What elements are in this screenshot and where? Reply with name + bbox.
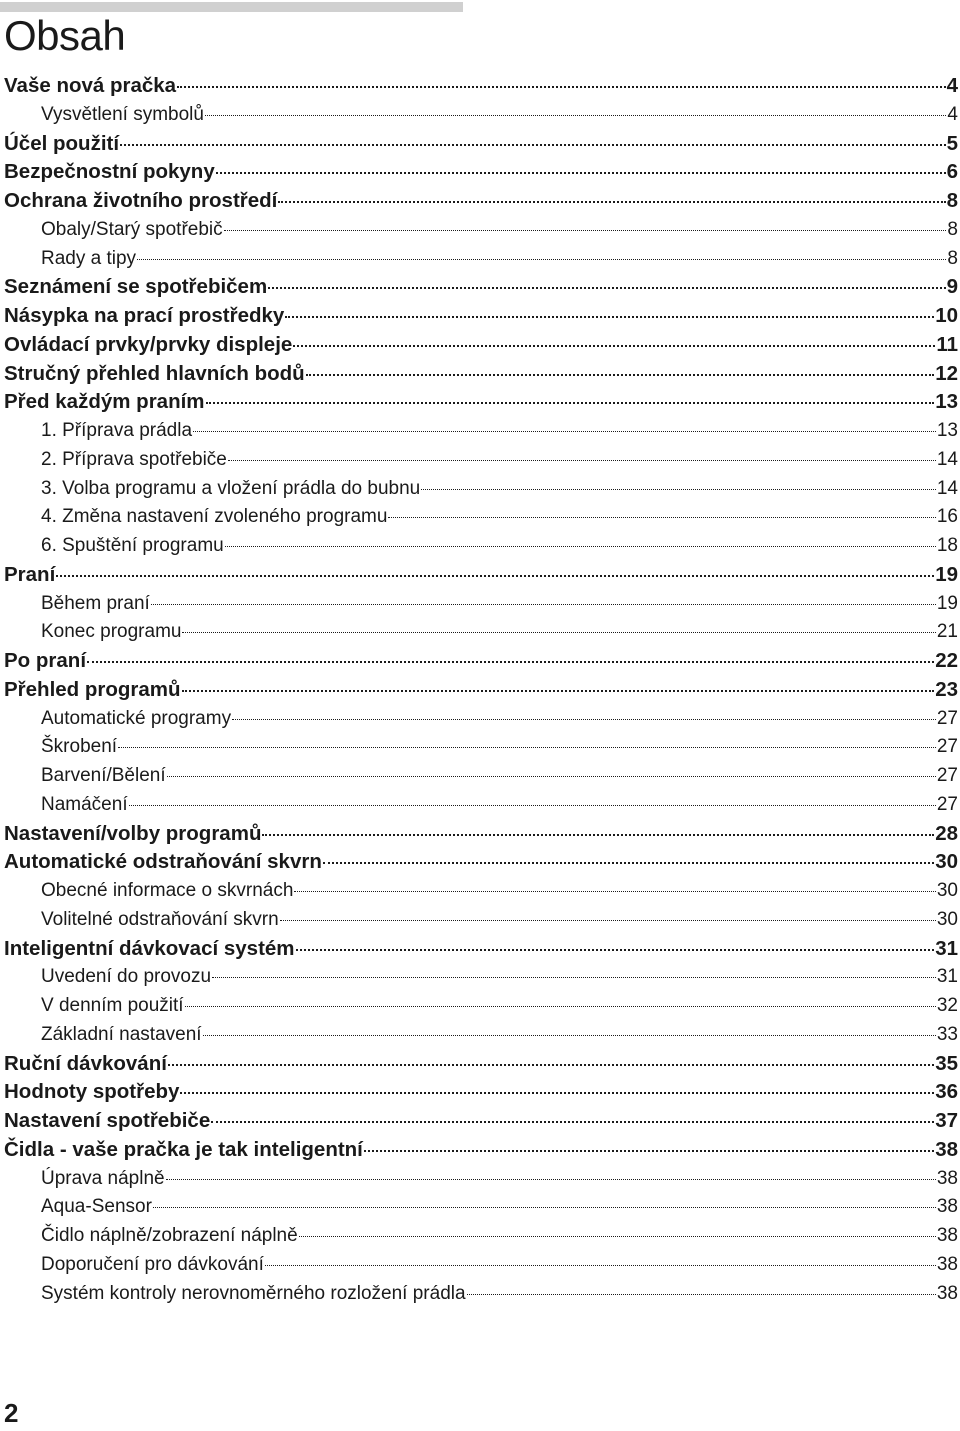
dot-leader xyxy=(118,747,936,748)
dot-leader xyxy=(306,374,934,376)
dot-leader xyxy=(206,402,935,404)
toc-chapter-entry[interactable] xyxy=(4,676,958,705)
dot-leader xyxy=(265,1265,936,1266)
dot-leader xyxy=(225,546,936,547)
toc-entry-label: Obecné informace o skvrnách xyxy=(41,880,294,901)
page-title: Obsah xyxy=(4,12,126,59)
toc-chapter-entry[interactable] xyxy=(4,935,958,964)
toc-chapter-entry[interactable] xyxy=(4,187,958,216)
toc-entry-label: Barvení/Bělení xyxy=(41,765,166,786)
toc-section-entry[interactable] xyxy=(4,1280,958,1309)
toc-entry-label: Čidla - vaše pračka je tak inteligentní xyxy=(4,1137,363,1161)
toc-entry-label: Základní nastavení xyxy=(41,1023,202,1045)
dot-leader xyxy=(185,1006,936,1007)
toc-entry-page: 5 xyxy=(946,131,958,155)
toc-entry-page: 38 xyxy=(936,1282,958,1304)
dot-leader xyxy=(285,316,934,318)
dot-leader xyxy=(211,1121,934,1123)
toc-entry-label: Uvedení do provozu xyxy=(41,966,212,988)
toc-entry-page: 27 xyxy=(936,793,958,815)
toc-entry-page: 37 xyxy=(935,1109,958,1132)
dot-leader xyxy=(137,259,946,260)
toc-entry-page: 8 xyxy=(947,247,958,269)
toc-chapter-entry[interactable] xyxy=(4,388,958,417)
toc-entry-label: Stručný přehled hlavních bodů xyxy=(4,361,305,385)
toc-entry-label: Volitelné odstraňování skvrn xyxy=(41,908,279,930)
dot-leader xyxy=(153,1207,936,1208)
toc-chapter-entry[interactable] xyxy=(4,273,958,302)
toc-entry-page: 11 xyxy=(936,332,958,356)
toc-chapter-entry[interactable] xyxy=(4,1107,958,1136)
toc-section-entry[interactable] xyxy=(4,1222,958,1251)
dot-leader xyxy=(177,86,946,88)
dot-leader xyxy=(294,891,935,892)
dot-leader xyxy=(293,345,935,347)
header-rule xyxy=(0,2,463,12)
toc-entry-page: 8 xyxy=(947,218,958,240)
toc-entry-label: Hodnoty spotřeby xyxy=(4,1080,180,1104)
dot-leader xyxy=(232,719,936,720)
toc-entry-label: Inteligentní dávkovací systém xyxy=(4,936,295,960)
toc-entry-label: Automatické programy xyxy=(41,707,232,729)
dot-leader xyxy=(364,1150,934,1152)
toc-entry-label: Vaše nová pračka xyxy=(4,74,177,97)
toc-entry-label: Nastavení spotřebiče xyxy=(4,1109,211,1132)
toc-entry-label: Úprava náplně xyxy=(41,1167,165,1189)
toc-entry-page: 4 xyxy=(946,74,958,97)
toc-entry-label: Doporučení pro dávkování xyxy=(41,1253,264,1275)
toc-chapter-entry[interactable] xyxy=(4,360,958,389)
dot-leader xyxy=(205,115,946,116)
toc-section-entry[interactable] xyxy=(4,762,958,791)
toc-entry-page: 23 xyxy=(935,677,958,701)
toc-entry-page: 10 xyxy=(935,304,958,327)
toc-chapter-entry[interactable] xyxy=(4,1078,958,1107)
toc-entry-label: Ochrana životního prostředí xyxy=(4,189,278,212)
toc-entry-page: 31 xyxy=(935,936,958,960)
toc-entry-label: Namáčení xyxy=(41,793,128,815)
toc-entry-page: 14 xyxy=(936,448,958,470)
toc-entry-label: Před každým praním xyxy=(4,390,205,414)
toc-section-entry[interactable] xyxy=(4,906,958,935)
toc-entry-page: 18 xyxy=(936,535,958,556)
toc-chapter-entry[interactable] xyxy=(4,848,958,877)
toc-section-entry[interactable] xyxy=(4,417,958,446)
toc-chapter-entry[interactable] xyxy=(4,1136,958,1165)
toc-entry-label: Automatické odstraňování skvrn xyxy=(4,850,322,874)
toc-entry-page: 32 xyxy=(936,995,958,1016)
toc-chapter-entry[interactable] xyxy=(4,331,958,360)
toc-section-entry[interactable] xyxy=(4,1021,958,1050)
toc-entry-label: Obaly/Starý spotřebič xyxy=(41,218,223,240)
toc-section-entry[interactable] xyxy=(4,705,958,734)
toc-chapter-entry[interactable] xyxy=(4,1050,958,1079)
dot-leader xyxy=(388,517,935,518)
dot-leader xyxy=(262,834,934,836)
toc-entry-label: 2. Příprava spotřebiče xyxy=(41,448,227,470)
dot-leader xyxy=(278,201,945,203)
toc-entry-page: 38 xyxy=(936,1196,958,1218)
toc-entry-label: 4. Změna nastavení zvoleného programu xyxy=(41,506,388,528)
toc-entry-label: Ovládací prvky/prvky displeje xyxy=(4,332,293,356)
dot-leader xyxy=(299,1236,936,1237)
toc-chapter-entry[interactable] xyxy=(4,72,958,101)
toc-entry-page: 21 xyxy=(936,621,958,643)
toc-section-entry[interactable] xyxy=(4,475,958,504)
toc-entry-label: Bezpečnostní pokyny xyxy=(4,160,215,184)
toc-entry-label: Přehled programů xyxy=(4,677,181,701)
toc-entry-label: Během praní xyxy=(41,592,150,614)
toc-chapter-entry[interactable] xyxy=(4,302,958,331)
dot-leader xyxy=(166,1179,936,1180)
dot-leader xyxy=(87,661,934,663)
toc-entry-label: Násypka na prací prostředky xyxy=(4,304,285,327)
toc-chapter-entry[interactable] xyxy=(4,647,958,676)
toc-section-entry[interactable] xyxy=(4,446,958,475)
toc-entry-label: Nastavení/volby programů xyxy=(4,821,262,845)
toc-section-entry[interactable] xyxy=(4,532,958,561)
toc-entry-label: Ruční dávkování xyxy=(4,1051,167,1075)
toc-entry-label: Vysvětlení symbolů xyxy=(41,103,204,125)
toc-entry-label: Systém kontroly nerovnoměrného rozložení prádla xyxy=(41,1282,466,1304)
toc-section-entry[interactable] xyxy=(4,216,958,245)
toc-section-entry[interactable] xyxy=(4,733,958,762)
page-number: 2 xyxy=(4,1398,19,1428)
dot-leader xyxy=(129,805,936,806)
dot-leader xyxy=(323,862,934,864)
toc-entry-page: 30 xyxy=(936,908,958,930)
toc-section-entry[interactable] xyxy=(4,1193,958,1222)
toc-entry-page: 8 xyxy=(946,189,958,212)
toc-entry-page: 31 xyxy=(936,966,958,988)
toc-entry-page: 22 xyxy=(935,649,958,672)
toc-entry-page: 19 xyxy=(936,592,958,614)
dot-leader xyxy=(224,230,947,231)
dot-leader xyxy=(421,489,936,490)
toc-entry-page: 27 xyxy=(936,765,958,786)
toc-entry-label: V denním použití xyxy=(41,995,184,1016)
toc-entry-label: 1. Příprava prádla xyxy=(41,420,193,441)
toc-entry-page: 27 xyxy=(936,707,958,729)
toc-entry-page: 27 xyxy=(936,736,958,758)
dot-leader xyxy=(268,287,945,289)
toc-entry-page: 28 xyxy=(935,821,958,845)
dot-leader xyxy=(203,1035,936,1036)
toc-entry-page: 33 xyxy=(936,1023,958,1045)
toc-section-entry[interactable] xyxy=(4,1251,958,1280)
toc-section-entry[interactable] xyxy=(4,590,958,619)
toc-entry-label: Škrobení xyxy=(41,736,118,758)
toc-section-entry[interactable] xyxy=(4,503,958,532)
toc-entry-label: Rady a tipy xyxy=(41,247,137,269)
toc-entry-page: 4 xyxy=(947,103,958,125)
dot-leader xyxy=(280,920,936,921)
dot-leader xyxy=(216,172,946,174)
toc-entry-page: 13 xyxy=(936,420,958,441)
toc-entry-label: 6. Spuštění programu xyxy=(41,535,224,556)
toc-section-entry[interactable] xyxy=(4,101,958,130)
dot-leader xyxy=(296,949,935,951)
toc-entry-page: 12 xyxy=(935,361,958,385)
toc-chapter-entry[interactable] xyxy=(4,561,958,590)
toc-entry-page: 6 xyxy=(946,160,958,184)
toc-entry-page: 35 xyxy=(935,1051,958,1075)
toc-entry-page: 19 xyxy=(935,562,958,586)
dot-leader xyxy=(228,460,936,461)
toc-chapter-entry[interactable] xyxy=(4,158,958,187)
toc-entry-page: 36 xyxy=(935,1080,958,1104)
toc-entry-page: 14 xyxy=(936,477,958,499)
toc-section-entry[interactable] xyxy=(4,1165,958,1194)
dot-leader xyxy=(182,690,935,692)
dot-leader xyxy=(56,575,934,577)
toc-section-entry[interactable] xyxy=(4,877,958,906)
toc-section-entry[interactable] xyxy=(4,963,958,992)
toc-chapter-entry[interactable] xyxy=(4,820,958,849)
toc-section-entry[interactable] xyxy=(4,992,958,1021)
toc-entry-page: 38 xyxy=(936,1225,958,1246)
toc-entry-label: Po praní xyxy=(4,649,87,672)
toc-entry-label: Praní xyxy=(4,562,56,586)
toc-entry-label: Účel použití xyxy=(4,131,120,155)
toc-entry-page: 16 xyxy=(936,506,958,528)
toc-entry-label: Čidlo náplně/zobrazení náplně xyxy=(41,1225,298,1246)
dot-leader xyxy=(180,1092,934,1094)
toc-entry-page: 30 xyxy=(936,880,958,901)
dot-leader xyxy=(212,977,936,978)
toc-section-entry[interactable] xyxy=(4,245,958,274)
toc-entry-page: 9 xyxy=(946,275,958,299)
dot-leader xyxy=(120,144,946,146)
toc-entry-label: Konec programu xyxy=(41,621,182,643)
toc-entry-label: Seznámení se spotřebičem xyxy=(4,275,268,299)
dot-leader xyxy=(168,1064,934,1066)
toc-entry-page: 38 xyxy=(936,1167,958,1189)
toc-section-entry[interactable] xyxy=(4,618,958,647)
toc-entry-page: 38 xyxy=(935,1137,958,1161)
dot-leader xyxy=(467,1294,936,1295)
toc-entry-page: 13 xyxy=(935,390,958,414)
toc-entry-label: 3. Volba programu a vložení prádla do bubnu xyxy=(41,477,421,499)
toc-entry-page: 30 xyxy=(935,850,958,874)
dot-leader xyxy=(193,431,936,432)
toc-entry-page: 38 xyxy=(936,1253,958,1275)
toc-entry-label: Aqua-Sensor xyxy=(41,1196,152,1218)
dot-leader xyxy=(167,776,936,777)
toc-chapter-entry[interactable] xyxy=(4,130,958,159)
toc-section-entry[interactable] xyxy=(4,791,958,820)
dot-leader xyxy=(182,632,935,633)
dot-leader xyxy=(151,604,936,605)
table-of-contents xyxy=(4,72,958,1308)
